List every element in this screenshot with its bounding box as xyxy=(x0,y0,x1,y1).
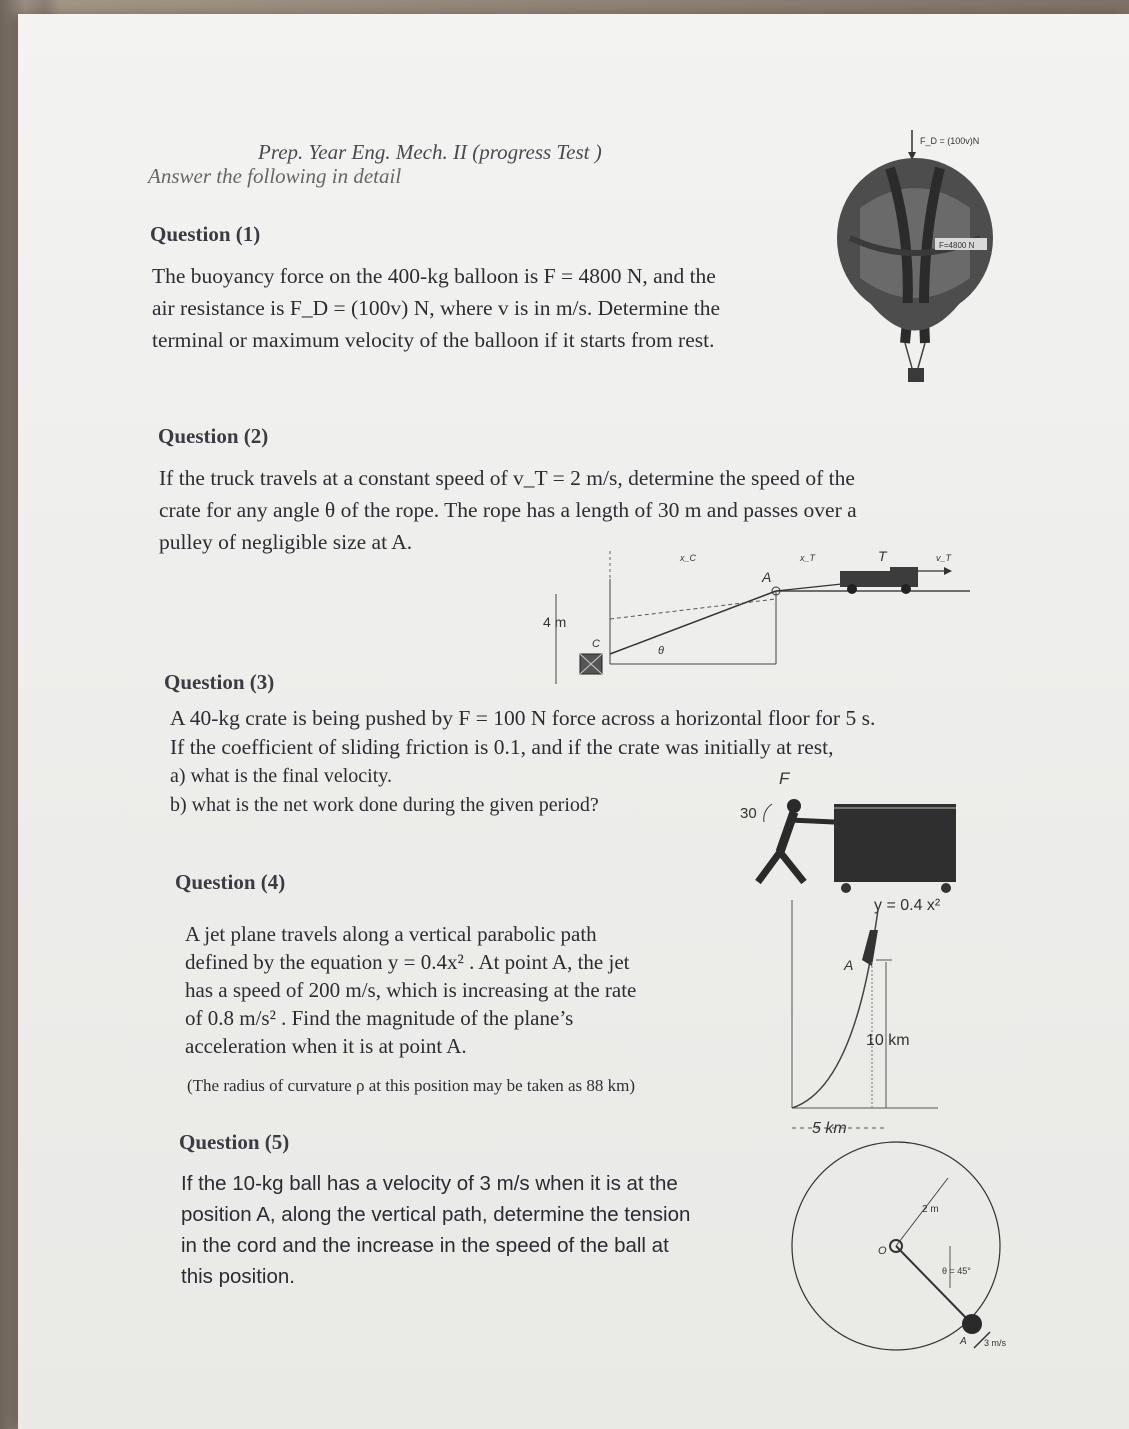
q1-text xyxy=(152,260,720,356)
radius-label: 2 m xyxy=(922,1204,939,1215)
xc-label: x_C xyxy=(680,553,697,563)
balloon-figure xyxy=(830,128,1000,398)
pushing-crate-figure xyxy=(734,764,974,894)
pulley-a-label: A xyxy=(762,569,772,585)
q3-line: a) what is the final velocity. xyxy=(170,765,392,787)
height-10km-label: 10 km xyxy=(866,1032,910,1049)
q1-line: The buoyancy force on the 400-kg balloon is F = 4800 N, and the xyxy=(152,264,716,288)
exam-title: Prep. Year Eng. Mech. II (progress Test ) xyxy=(258,140,602,164)
push-angle-label: 30 xyxy=(740,805,757,822)
q5-line: position A, along the vertical path, determine the tension xyxy=(181,1203,691,1226)
center-o-label: O xyxy=(878,1245,887,1257)
angle-45-label: θ = 45° xyxy=(942,1266,971,1276)
q3-heading: Question (3) xyxy=(164,670,275,694)
vt-label: v_T xyxy=(936,553,952,563)
q5-line: this position. xyxy=(181,1265,295,1288)
q3-line: A 40-kg crate is being pushed by F = 100 N force across a horizontal floor for 5 s. xyxy=(170,706,876,730)
instruction: Answer the following in detail xyxy=(148,164,402,188)
height-label: 4 m xyxy=(543,614,567,630)
point-a-label: A xyxy=(844,957,854,973)
q2-line: crate for any angle θ of the rope. The rope has a length of 30 m and passes over a xyxy=(159,498,857,522)
width-5km-label: 5 km xyxy=(812,1120,847,1137)
angle-label: θ xyxy=(658,645,664,657)
force-label: F xyxy=(779,769,790,788)
parabola-figure xyxy=(778,890,998,1140)
q2-heading: Question (2) xyxy=(158,424,269,448)
q3-line: b) what is the net work done during the given period? xyxy=(170,794,599,816)
q1-line: terminal or maximum velocity of the balloon if it starts from rest. xyxy=(152,328,715,352)
q4-text xyxy=(185,920,636,1060)
q2-line: pulley of negligible size at A. xyxy=(159,530,413,554)
circular-path-figure xyxy=(778,1138,1038,1358)
q1-heading: Question (1) xyxy=(150,222,261,246)
buoyancy-label: F=4800 N xyxy=(939,241,975,250)
q4-line: defined by the equation y = 0.4x² . At point A, the jet xyxy=(185,950,630,974)
q5-heading: Question (5) xyxy=(179,1130,290,1154)
drag-force-label: F_D = (100v)N xyxy=(920,136,980,146)
q4-line: A jet plane travels along a vertical parabolic path xyxy=(185,922,597,946)
truck-t-label: T xyxy=(878,548,887,564)
q5-text xyxy=(181,1168,690,1292)
q4-line: of 0.8 m/s² . Find the magnitude of the plane’s xyxy=(185,1006,574,1030)
xt-label: x_T xyxy=(800,553,816,563)
ball-a-label: A xyxy=(960,1336,967,1347)
q4-heading: Question (4) xyxy=(175,870,286,894)
q4-line: acceleration when it is at point A. xyxy=(185,1034,467,1058)
crate-c-label: C xyxy=(592,638,600,650)
q3-line: If the coefficient of sliding friction is 0.1, and if the crate was initially at rest, xyxy=(170,735,834,759)
exam-sheet xyxy=(18,14,1129,1429)
q1-line: air resistance is F_D = (100v) N, where v is in m/s. Determine the xyxy=(152,296,721,320)
q5-line: If the 10-kg ball has a velocity of 3 m/s when it is at the xyxy=(181,1172,678,1195)
equation-label: y = 0.4 x² xyxy=(874,897,941,914)
q5-line: in the cord and the increase in the speed of the ball at xyxy=(181,1234,669,1257)
truck-pulley-figure xyxy=(540,539,980,689)
speed-label: 3 m/s xyxy=(984,1338,1007,1348)
q4-line: has a speed of 200 m/s, which is increasing at the rate xyxy=(185,978,637,1002)
q4-note: (The radius of curvature ρ at this position may be taken as 88 km) xyxy=(187,1076,636,1095)
q2-line: If the truck travels at a constant speed of v_T = 2 m/s, determine the speed of the xyxy=(159,466,855,490)
